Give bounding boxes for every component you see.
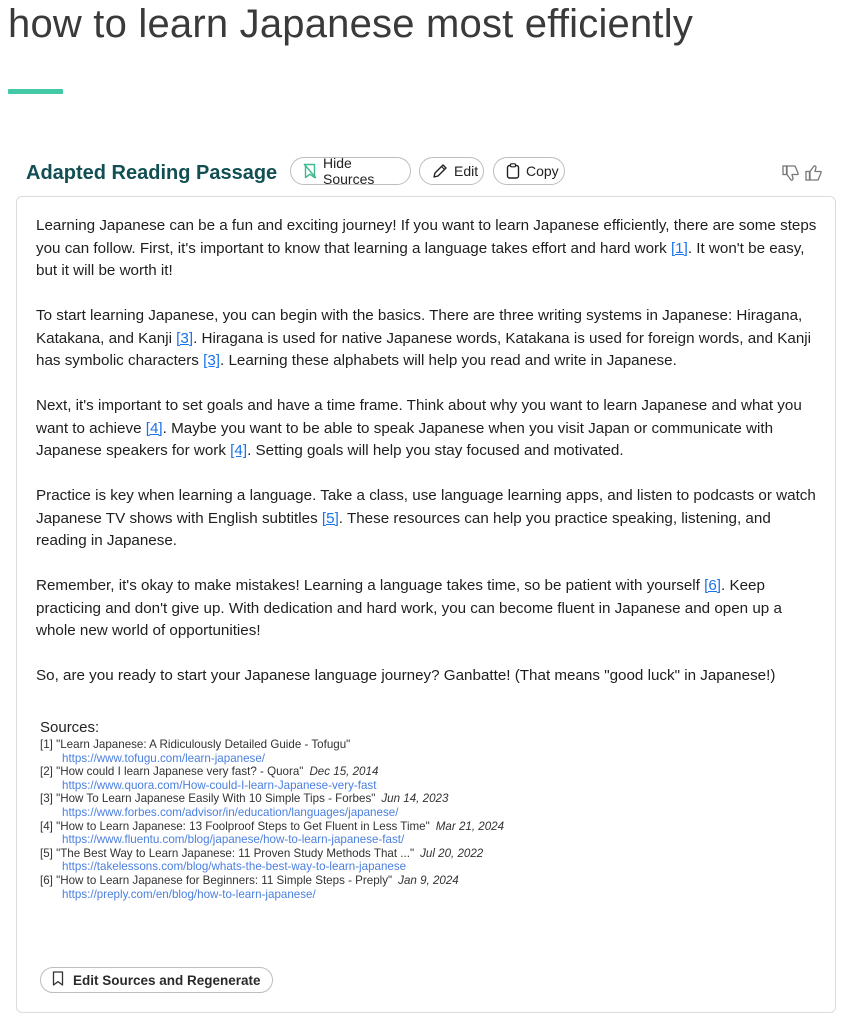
source-link[interactable]: https://www.forbes.com/advisor/in/education/languages/japanese/	[62, 805, 399, 819]
citation-link[interactable]: [6]	[704, 577, 721, 594]
citation-link[interactable]: [1]	[670, 239, 688, 257]
bookmark-slash-icon	[303, 163, 317, 179]
section-title: Adapted Reading Passage	[26, 162, 278, 184]
bookmark-icon	[52, 971, 64, 989]
citation-link[interactable]: [3]	[203, 352, 221, 370]
source-date: Mar 21, 2024	[435, 819, 505, 833]
copy-button[interactable]	[493, 157, 565, 185]
citation-link[interactable]: [3]	[176, 329, 194, 347]
sources-list	[40, 719, 820, 901]
hide-sources-button[interactable]	[290, 157, 411, 185]
copy-icon	[506, 163, 520, 179]
copy-label: Copy	[526, 163, 559, 179]
passage-paragraph: So, are you ready to start your Japanese language journey? Ganbatte! (That means "good luck" in Japanese!)	[36, 667, 776, 684]
source-date: Jun 14, 2023	[381, 792, 449, 806]
citation-link[interactable]: [4]	[230, 442, 248, 460]
source-item	[40, 874, 820, 901]
source-item	[40, 738, 820, 765]
source-item	[40, 792, 820, 819]
reading-passage-card	[16, 196, 836, 1013]
page-title: how to learn Japanese most efficiently	[8, 2, 694, 46]
source-link[interactable]: https://www.tofugu.com/learn-japanese/	[62, 751, 265, 765]
source-date: Dec 15, 2014	[309, 765, 379, 779]
source-title: [1] "Learn Japanese: A Ridiculously Detailed Guide - Tofugu"	[40, 738, 351, 751]
source-title: [6] "How to Learn Japanese for Beginners: 11 Simple Steps - Preply"	[40, 873, 393, 887]
citation-link[interactable]: [5]	[321, 509, 339, 527]
source-item	[40, 820, 820, 847]
pencil-icon	[432, 163, 448, 179]
source-item	[40, 847, 820, 874]
source-link[interactable]: https://takelessons.com/blog/whats-the-best-way-to-learn-japanese	[62, 860, 407, 874]
edit-sources-regenerate-button[interactable]	[40, 967, 273, 993]
source-link[interactable]: https://preply.com/en/blog/how-to-learn-japanese/	[62, 887, 316, 901]
source-title: [2] "How could I learn Japanese very fast? - Quora"	[40, 765, 304, 779]
passage-header	[26, 156, 831, 190]
source-link[interactable]: https://www.fluentu.com/blog/japanese/how-to-learn-japanese-fast/	[62, 833, 405, 847]
regenerate-label: Edit Sources and Regenerate	[73, 972, 261, 988]
passage-paragraph: Remember, it's okay to make mistakes! Learning a language takes time, so be patient with yourself [6]. Keep practicing and don't give up. With dedication and hard work, you can become fluent in Japanese and open up a whole new world of opportunities!	[36, 577, 782, 640]
thumbs-down-icon[interactable]	[781, 163, 801, 185]
source-item	[40, 765, 820, 792]
source-title: [5] "The Best Way to Learn Japanese: 11 Proven Study Methods That ..."	[40, 846, 415, 860]
source-title: [3] "How To Learn Japanese Easily With 10 Simple Tips - Forbes"	[40, 792, 376, 806]
citation-link[interactable]: [4]	[145, 419, 163, 437]
hide-sources-label: Hide Sources	[323, 155, 375, 187]
passage-paragraph: Next, it's important to set goals and have a time frame. Think about why you want to learn Japanese and what you want to achieve [4]. Maybe you want to be able to speak Japanese when you visit Japan or communicate with Japanese speakers for work [4]. Setting goals will help you stay focused and motivated.	[36, 397, 802, 460]
title-accent-bar	[8, 89, 63, 94]
edit-label: Edit	[454, 163, 479, 179]
source-date: Jan 9, 2024	[398, 873, 459, 887]
edit-button[interactable]	[419, 157, 484, 185]
source-link[interactable]: https://www.quora.com/How-could-I-learn-Japanese-very-fast	[62, 778, 377, 792]
thumbs-up-icon[interactable]	[804, 163, 824, 185]
passage-paragraph: Practice is key when learning a language. Take a class, use language learning apps, and listen to podcasts or watch Japanese TV shows with English subtitles [5]. These resources can help you practice speaking, listening, and reading in Japanese.	[36, 487, 816, 550]
passage-paragraph: To start learning Japanese, you can begin with the basics. There are three writing systems in Japanese: Hiragana, Katakana, and Kanji [3]. Hiragana is used for native Japanese words, Katakana is used for foreign words, and Kanji has symbolic characters [3]. Learning these alphabets will help you read and write in Japanese.	[36, 307, 812, 370]
source-title: [4] "How to Learn Japanese: 13 Foolproof Steps to Get Fluent in Less Time"	[40, 819, 430, 833]
source-date: Jul 20, 2022	[420, 846, 484, 860]
passage-paragraph: Learning Japanese can be a fun and exciting journey! If you want to learn Japanese efficiently, there are some steps you can follow. First, it's important to know that learning a language takes effort and hard work [1]. It won't be easy, but it will be worth it!	[36, 217, 817, 280]
sources-heading: Sources:	[40, 719, 100, 736]
